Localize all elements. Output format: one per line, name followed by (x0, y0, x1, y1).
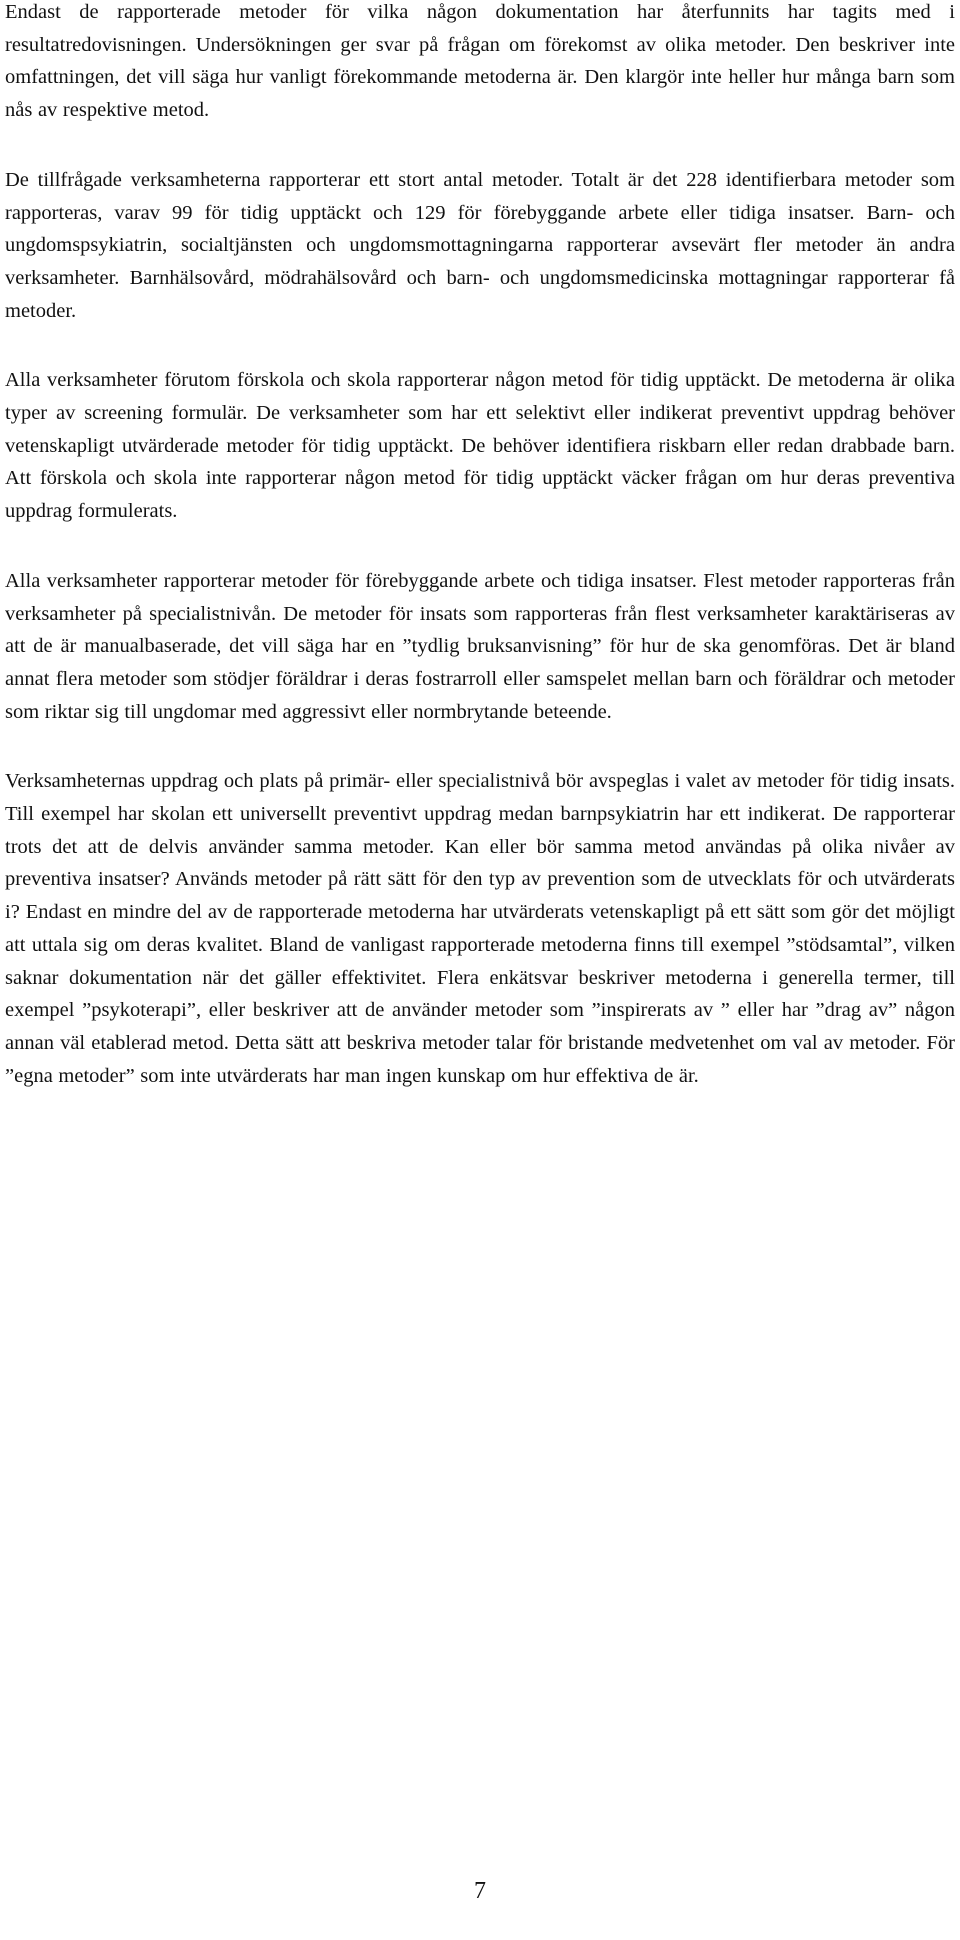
paragraph-early-detection: Alla verksamheter förutom förskola och skola rapporterar någon metod för tidig upptäckt. De metoderna är olika typer av screening formulär. De verksamheter som har ett selektivt eller indikerat preventivt uppdrag behöver vetenskapligt utvärderade metoder för tidig upptäckt. De behöver identifiera riskbarn eller redan drabbade barn. Att förskola och skola inte rapporterar någon metod för tidig upptäckt väcker frågan om hur deras preventiva uppdrag formulerats. (5, 369, 955, 523)
page-number: 7 (474, 1878, 486, 1904)
paragraph-number-of-methods: De tillfrågade verksamheterna rapporterar ett stort antal metoder. Totalt är det 228 identifierbara metoder som rapporteras, varav 99 för tidig upptäckt och 129 för förebyggande arbete eller tidiga insatser. Barn- och ungdomspsykiatrin, socialtjänsten och ungdomsmottagningarna rapporterar avsevärt fler metoder än andra verksamheter. Barnhälsovård, mödrahälsovård och barn- och ungdomsmedicinska mottagningar rapporterar få metoder. (5, 168, 955, 322)
paragraph-preventive-work: Alla verksamheter rapporterar metoder för förebyggande arbete och tidiga insatser. Flest metoder rapporteras från verksamheter på specialistnivån. De metoder för insats som rapporteras från flest verksamheter karaktäriseras av att de är manualbaserade, det vill säga har en ”tydlig bruksanvisning” för hur de ska genomföras. Det är bland annat flera metoder som stödjer föräldrar i deras fostrarroll eller samspelet mellan barn och föräldrar och metoder som riktar sig till ungdomar med aggressivt eller normbrytande beteende. (5, 569, 955, 723)
body-text (5, 0, 955, 1129)
paragraph-method-choice: Verksamheternas uppdrag och plats på primär- eller specialistnivå bör avspeglas i valet av metoder för tidig insats. Till exempel har skolan ett universellt preventivt uppdrag medan barnpsykiatrin har ett indikerat. De rapporterar trots det att de delvis använder samma metoder. Kan eller bör samma metod användas på olika nivåer av preventiva insatser? Används metoder på rätt sätt för den typ av prevention som de utvecklats för och utvärderats i? Endast en mindre del av de rapporterade metoderna har utvärderats vetenskapligt på ett sätt som gör det möjligt att uttala sig om deras kvalitet. Bland de vanligast rapporterade metoderna finns till exempel ”stödsamtal”, vilken saknar dokumentation när det gäller effektivitet. Flera enkätsvar beskriver metoderna i generella termer, till exempel ”psykoterapi”, eller beskriver att de använder metoder som ”inspirerats av ” eller har ”drag av” någon annan väl etablerad metod. Detta sätt att beskriva metoder talar för bristande medvetenhet om val av metoder. För ”egna metoder” som inte utvärderats har man ingen kunskap om hur effektiva de är. (5, 770, 955, 1087)
paragraph-reporting-scope: Endast de rapporterade metoder för vilka någon dokumentation har återfunnits har tagits med i resultatredovisningen. Undersökningen ger svar på frågan om förekomst av olika metoder. Den beskriver inte omfattningen, det vill säga hur vanligt förekommande metoderna är. Den klargör inte heller hur många barn som nås av respektive metod. (5, 1, 955, 122)
